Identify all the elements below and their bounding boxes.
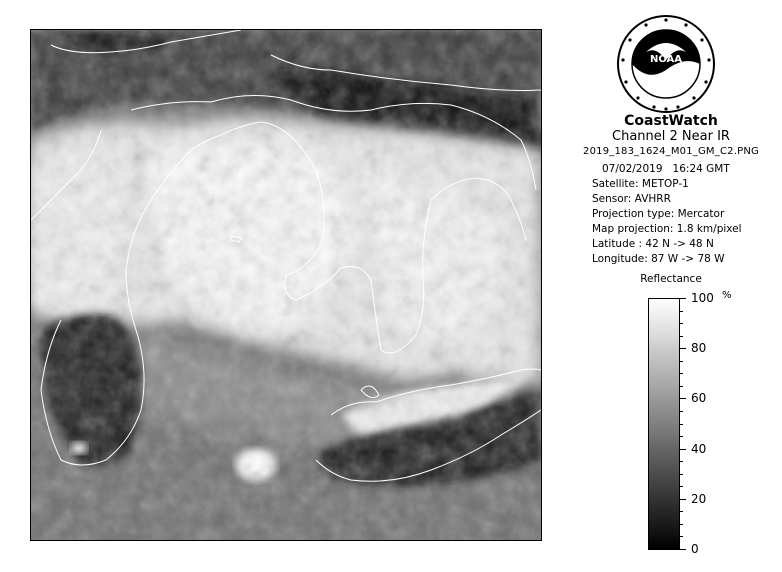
colorbar-tick-label: 100: [691, 291, 714, 305]
colorbar-tick: [680, 536, 683, 537]
colorbar-tick: [680, 511, 683, 512]
noaa-logo: [616, 14, 716, 114]
colorbar-tick-label: 60: [691, 391, 707, 406]
noaa-logo-svg: [616, 14, 716, 114]
colorbar-tick: [680, 461, 683, 462]
date-value: 07/02/2019: [602, 163, 663, 175]
colorbar-tick: [680, 424, 683, 425]
colorbar-tick: [680, 449, 686, 450]
colorbar-tick: [680, 386, 683, 387]
colorbar-tick: [680, 373, 683, 374]
colorbar-tick: [680, 323, 683, 324]
colorbar-tick: [680, 436, 683, 437]
filename: 2019_183_1624_M01_GM_C2.PNG: [583, 146, 759, 157]
colorbar-tick: [680, 549, 686, 550]
latitude-info: Latitude : 42 N -> 48 N: [592, 238, 714, 250]
colorbar-tick-label: 20: [691, 491, 707, 506]
projection-info: Projection type: Mercator: [592, 208, 725, 220]
colorbar-tick: [680, 411, 683, 412]
colorbar-tick: [680, 398, 686, 399]
colorbar-tick: [680, 336, 683, 337]
date-time: [602, 163, 730, 175]
map-projection-info: Map projection: 1.8 km/pixel: [592, 223, 742, 235]
colorbar-tick: [680, 311, 683, 312]
legend-unit: %: [722, 290, 732, 301]
colorbar-tick-label: 40: [691, 441, 707, 456]
colorbar-tick: [680, 298, 686, 299]
colorbar-tick: [680, 486, 683, 487]
time-value: 16:24 GMT: [672, 163, 730, 175]
colorbar-tick: [680, 474, 683, 475]
satellite-image-svg: [31, 30, 541, 540]
longitude-info: Longitude: 87 W -> 78 W: [592, 253, 725, 265]
brand-title: CoastWatch: [624, 113, 718, 129]
colorbar-tick: [680, 524, 683, 525]
legend-title: Reflectance: [640, 273, 702, 285]
satellite-image: [30, 29, 542, 541]
info-panel: [560, 0, 782, 572]
colorbar-tick-label: 0: [691, 542, 699, 556]
channel-title: Channel 2 Near IR: [612, 129, 730, 144]
noaa-logo-text: NOAA: [649, 54, 683, 65]
colorbar-tick: [680, 499, 686, 500]
satellite-info: Satellite: METOP-1: [592, 178, 689, 190]
colorbar-tick: [680, 348, 686, 349]
sensor-info: Sensor: AVHRR: [592, 193, 671, 205]
colorbar-tick: [680, 361, 683, 362]
colorbar-tick-label: 80: [691, 341, 707, 356]
reflectance-colorbar: [648, 298, 680, 550]
